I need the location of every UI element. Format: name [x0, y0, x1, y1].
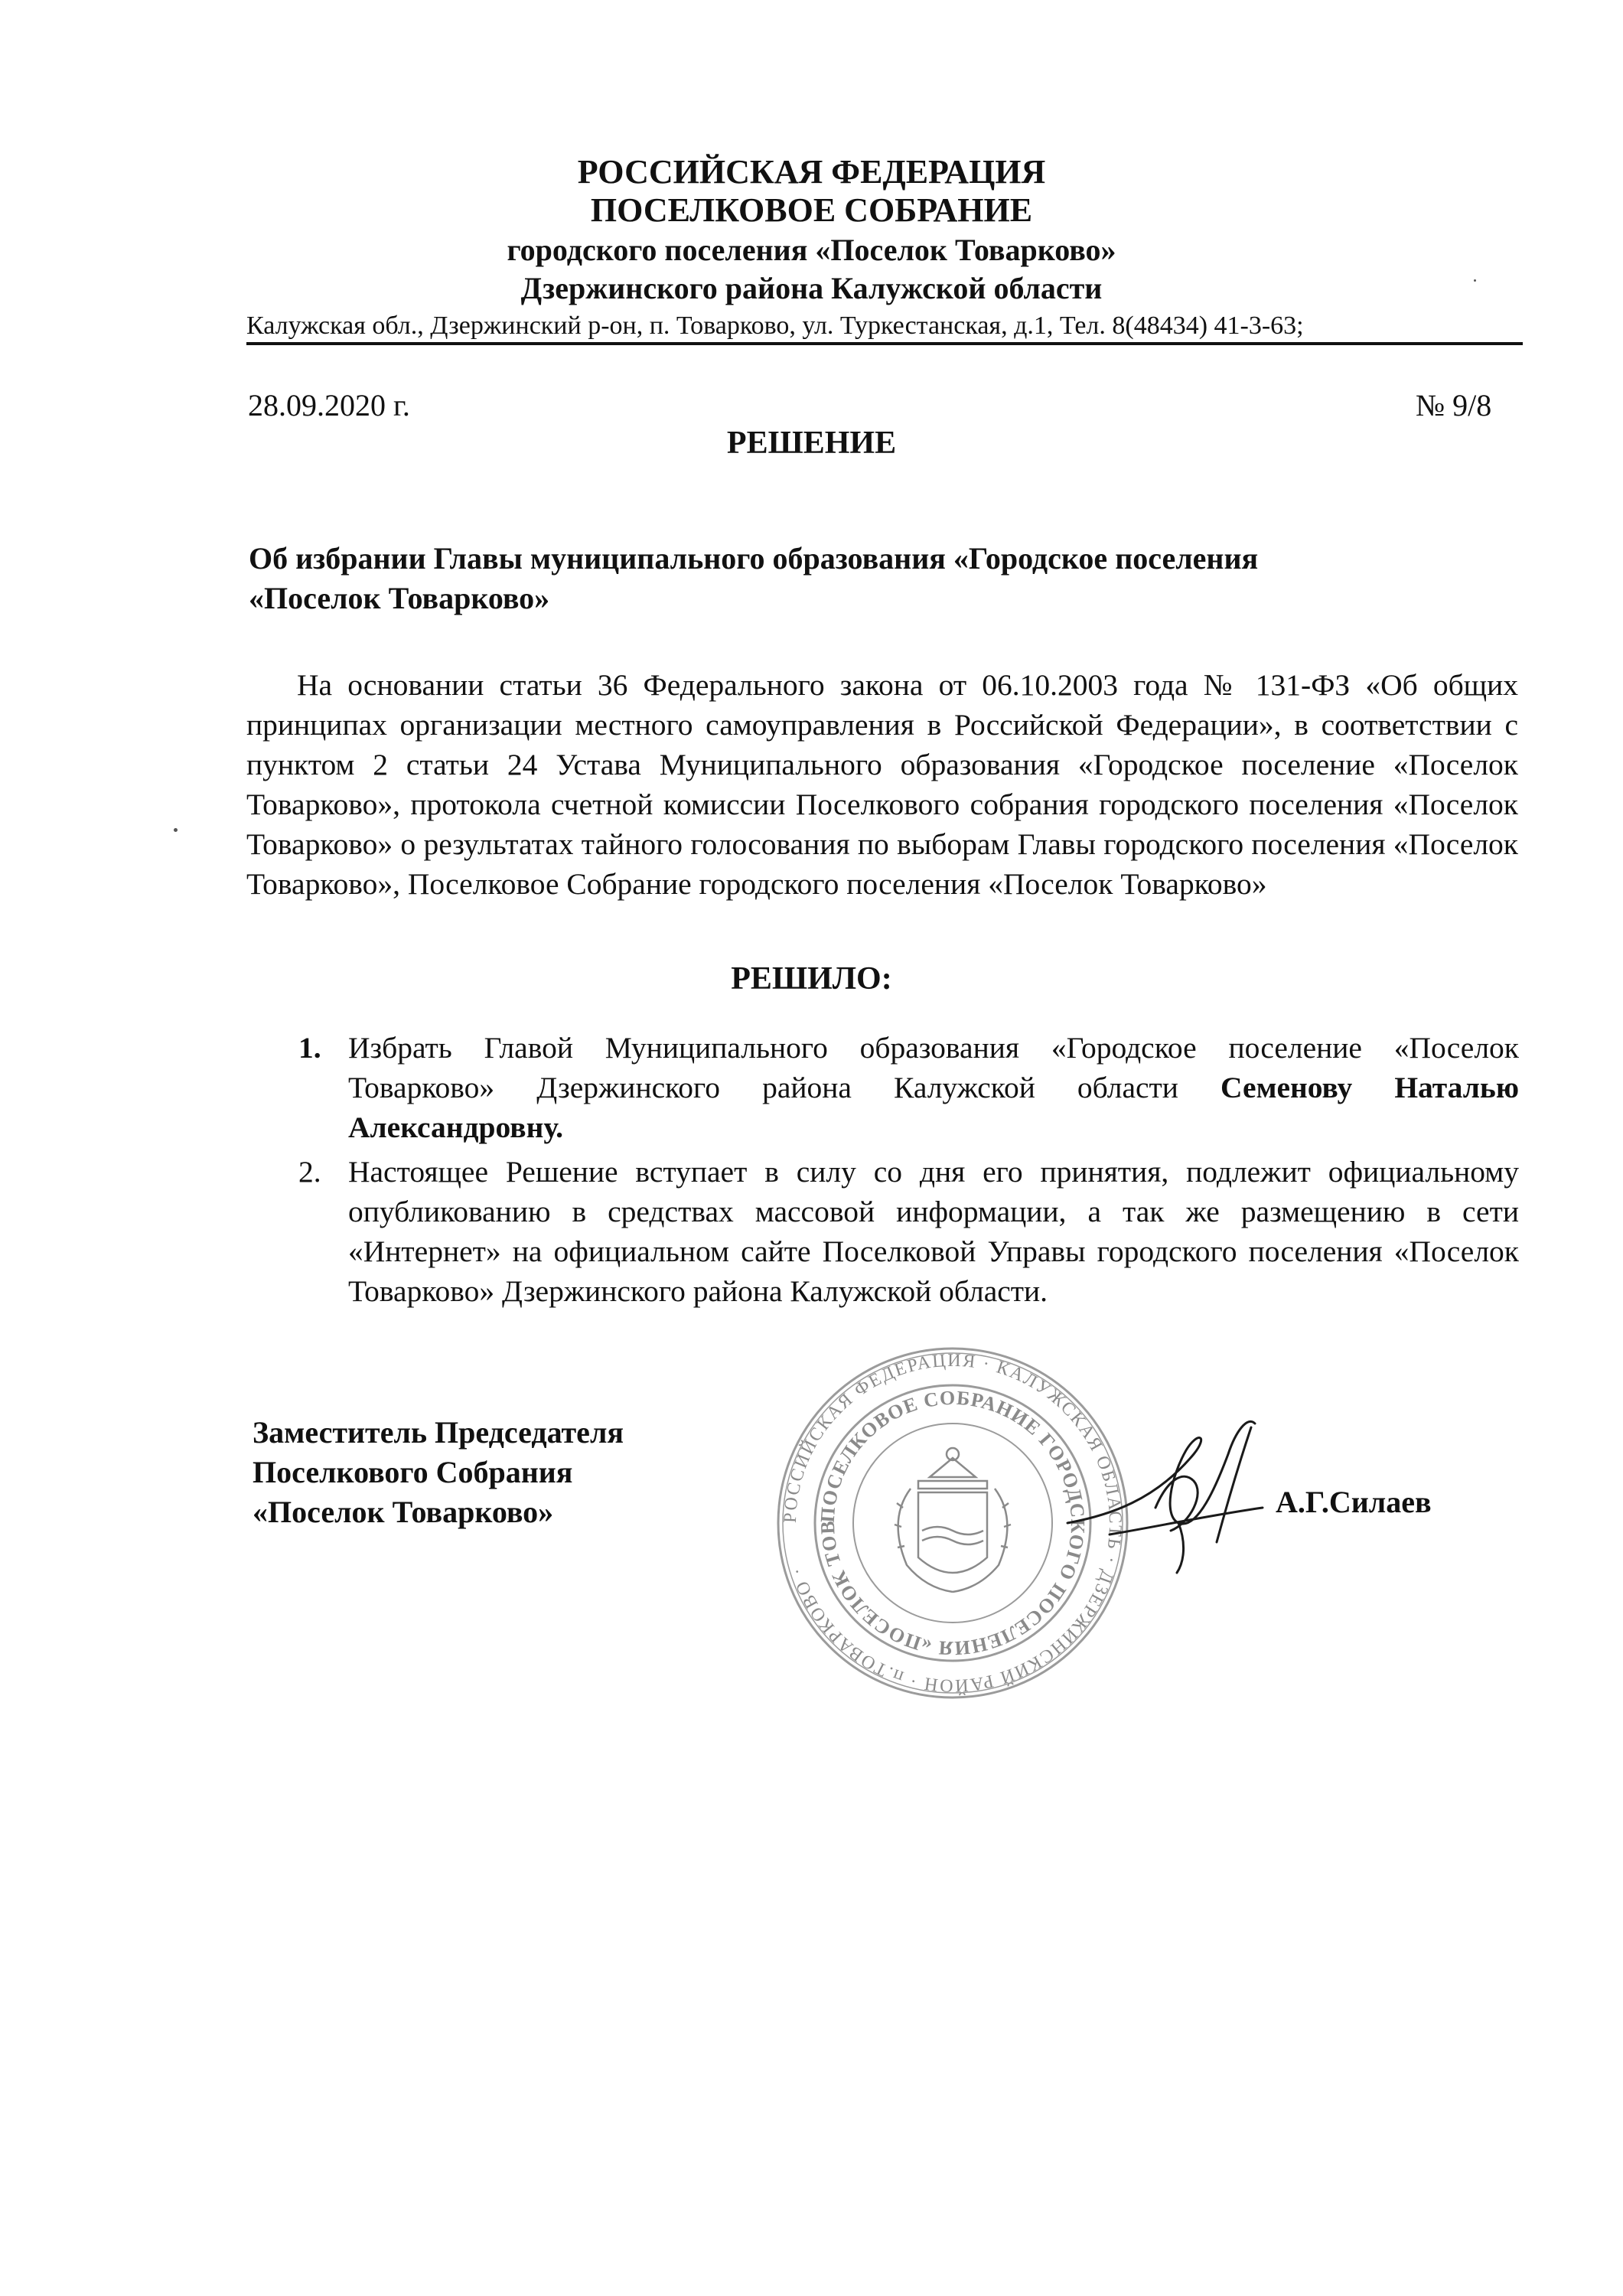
elected-person-name: Семенову Наталью Александровну. [348, 1071, 1520, 1144]
signatory-title-2: Поселкового Собрания [253, 1455, 573, 1489]
scan-speck [174, 828, 178, 832]
signatory-name: А.Г.Силаев [1276, 1485, 1432, 1519]
signatory-title-3: «Поселок Товарково» [253, 1495, 554, 1529]
header-organization: ПОСЕЛКОВОЕ СОБРАНИЕ [590, 191, 1033, 229]
document-number: № 9/8 [1416, 388, 1492, 422]
list-item-2: Настоящее Решение вступает в силу со дня его принятия, подлежит официальному опубликованию в средствах массовой информации, а так же размещению в сети «Интернет» на официальном сайте Поселковой Управы городского поселения «Поселок Товарково» Дзержинского района Калужской области. [348, 1155, 1519, 1308]
subject-line-1: Об избрании Главы муниципального образования «Городское поселения [249, 541, 1259, 576]
header-country: РОССИЙСКАЯ ФЕДЕРАЦИЯ [577, 153, 1046, 191]
list-item-number: 1. [298, 1031, 321, 1065]
subject-line-2: «Поселок Товарково» [249, 581, 550, 615]
header-settlement: городского поселения «Поселок Товарково» [507, 233, 1116, 267]
list-item-number: 2. [298, 1155, 321, 1189]
document-title: РЕШЕНИЕ [726, 426, 897, 461]
list-item-1 [348, 1028, 1519, 1147]
list-item-text: Избрать Главой Муниципального образования «Городское поселение «Поселок Товарково» Дзержинского района Калужской области [348, 1031, 1519, 1104]
document-date: 28.09.2020 г. [248, 388, 410, 422]
scan-speck [1474, 279, 1476, 282]
header-divider [246, 342, 1523, 345]
header-address: Калужская обл., Дзержинский р-он, п. Товарково, ул. Туркестанская, д.1, Тел. 8(48434) 41-3-63; [246, 311, 1304, 340]
signatory-title-1: Заместитель Председателя [253, 1415, 624, 1450]
coat-of-arms-icon [895, 1448, 1011, 1592]
preamble-paragraph: На основании статьи 36 Федерального закона от 06.10.2003 года № 131-ФЗ «Об общих принципах организации местного самоуправления в Российской Федерации», в соответствии с пунктом 2 статьи 24 Устава Муниципального образования «Городское поселение «Поселок Товарково», протокола счетной комиссии Поселкового собрания городского поселения «Поселок Товарково» о результатах тайного голосования по выборам Главы городского поселения «Поселок Товарково», Поселковое Собрание городского поселения «Поселок Товарково» [246, 668, 1518, 901]
header-district: Дзержинского района Калужской области [520, 271, 1103, 305]
stamp-outer-text: РОССИЙСКАЯ ФЕДЕРАЦИЯ · КАЛУЖСКАЯ ОБЛАСТЬ · ДЗЕРЖИНСКИЙ РАЙОН · п.ТОВАРКОВО · [780, 1350, 1126, 1696]
handwritten-signature [1064, 1408, 1293, 1584]
stamp-inner-text: ПОСЕЛКОВОЕ СОБРАНИЕ ГОРОДСКОГО ПОСЕЛЕНИЯ «ПОСЕЛОК ТОВ [816, 1386, 1090, 1660]
resolved-label: РЕШИЛО: [731, 961, 892, 996]
